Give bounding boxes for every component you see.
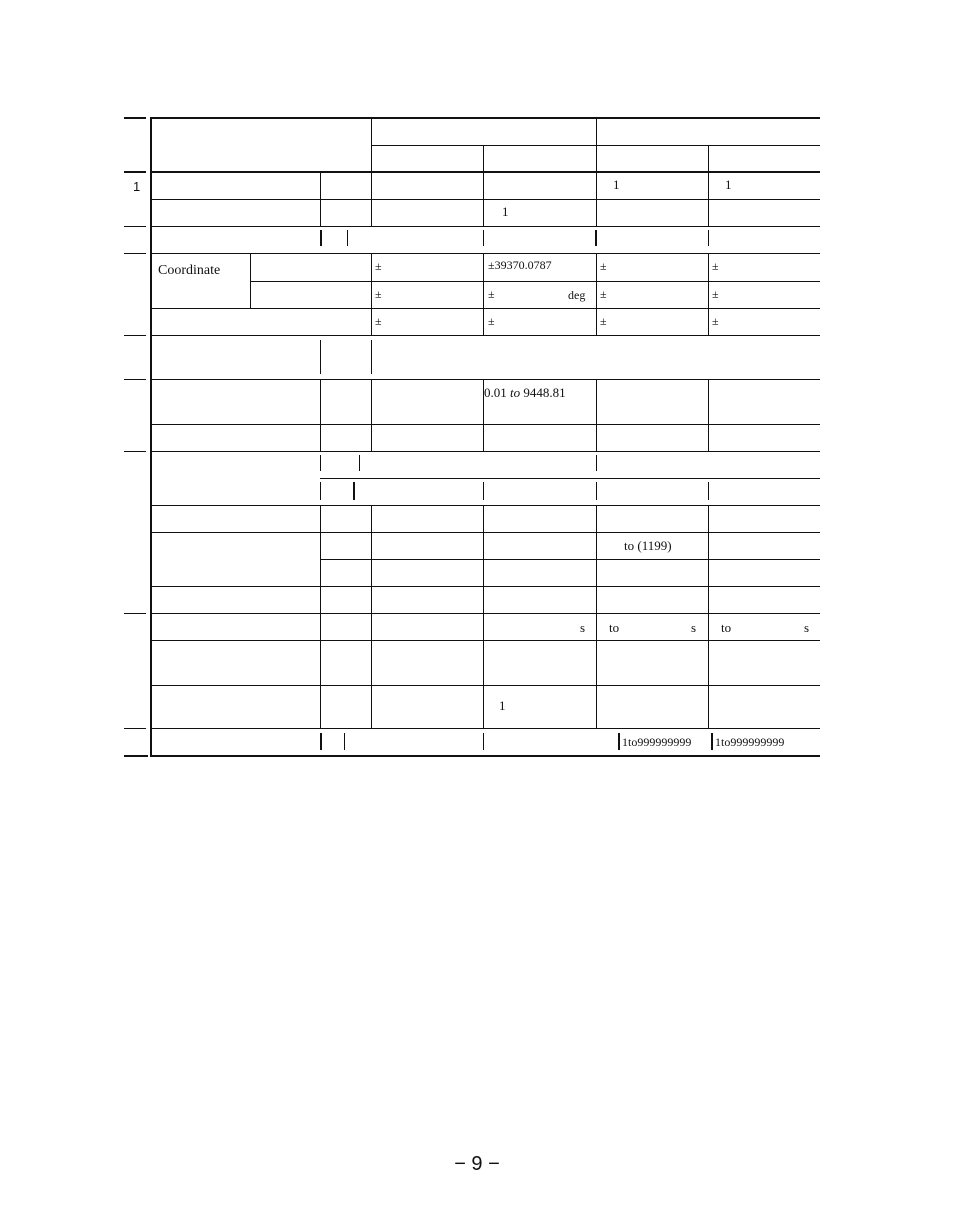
row-line	[151, 308, 820, 309]
row-line	[151, 532, 820, 533]
cell-value: to	[609, 620, 620, 635]
unit-label: s	[804, 620, 810, 635]
cell-value: ±39370.0787	[488, 258, 552, 272]
table-bottom-border	[151, 755, 820, 757]
cell-tick	[711, 733, 713, 750]
cell-tick	[618, 733, 620, 750]
plus-minus-sign: ±	[375, 314, 382, 328]
col-divider	[371, 172, 372, 226]
col-divider	[483, 506, 484, 728]
cell-tick	[344, 733, 345, 750]
page-number: − 9 −	[454, 1153, 500, 1175]
cell-tick	[353, 482, 355, 500]
row-line	[151, 226, 820, 227]
row-line	[151, 451, 820, 452]
col-divider	[371, 506, 372, 728]
margin-rule	[124, 335, 146, 336]
col-divider	[708, 506, 709, 728]
cell-value: 1	[725, 177, 732, 192]
col-divider	[596, 380, 597, 451]
cell-tick	[596, 482, 597, 500]
row-line	[151, 379, 820, 380]
col-divider	[596, 172, 597, 226]
cell-tick	[371, 340, 372, 374]
row-line	[151, 613, 820, 614]
margin-rule	[124, 755, 148, 757]
plus-minus-sign: ±	[600, 314, 607, 328]
col-divider	[483, 145, 484, 172]
plus-minus-sign: ±	[712, 314, 719, 328]
col-divider	[708, 172, 709, 226]
row-line	[151, 640, 820, 641]
cell-tick	[359, 455, 360, 471]
plus-minus-sign: ±	[712, 259, 719, 273]
row-line	[151, 424, 820, 425]
cell-tick	[483, 230, 484, 246]
plus-minus-sign: ±	[488, 314, 495, 328]
plus-minus-sign: ±	[600, 259, 607, 273]
col-divider	[483, 172, 484, 226]
unit-label: deg	[568, 288, 586, 302]
margin-rule	[124, 379, 146, 380]
margin-rule	[124, 117, 146, 119]
cell-tick	[708, 230, 709, 246]
cell-tick	[320, 482, 321, 500]
col-divider	[371, 254, 372, 335]
row-line	[151, 685, 820, 686]
margin-rule	[124, 226, 146, 227]
unit-label: s	[580, 620, 586, 635]
row-line	[151, 199, 820, 200]
row-line	[151, 505, 820, 506]
cell-value: 1	[613, 177, 620, 192]
plus-minus-sign: ±	[488, 287, 495, 301]
cell-value: 1	[499, 698, 506, 713]
col-divider	[708, 380, 709, 451]
cell-tick	[320, 230, 322, 246]
margin-rule	[124, 171, 146, 173]
col-divider	[320, 380, 321, 451]
row-line	[151, 335, 820, 336]
cell-tick	[320, 340, 321, 374]
row-line	[251, 281, 820, 282]
col-divider	[596, 117, 597, 172]
margin-rule	[124, 253, 146, 254]
row-line	[151, 586, 820, 587]
cell-tick	[320, 455, 321, 471]
plus-minus-sign: ±	[712, 287, 719, 301]
cell-tick	[596, 455, 597, 471]
row-line	[320, 559, 820, 560]
cell-tick	[708, 482, 709, 500]
plus-minus-sign: ±	[375, 259, 382, 273]
unit-label: s	[691, 620, 697, 635]
cell-value: 0.01 to 9448.81	[484, 385, 566, 400]
coordinate-label: Coordinate	[158, 263, 221, 278]
cell-value: to (1199)	[624, 538, 672, 553]
cell-tick	[483, 733, 484, 750]
margin-rule	[124, 613, 146, 614]
col-divider	[250, 254, 251, 308]
col-divider	[708, 254, 709, 335]
row-line	[151, 253, 820, 254]
col-divider	[708, 145, 709, 172]
margin-number: 1	[133, 179, 141, 194]
cell-value: 1to999999999	[715, 735, 785, 749]
row-line	[151, 728, 820, 729]
plus-minus-sign: ±	[600, 287, 607, 301]
cell-tick	[483, 482, 484, 500]
cell-value: to	[721, 620, 732, 635]
cell-tick	[595, 230, 597, 246]
plus-minus-sign: ±	[375, 287, 382, 301]
row-line	[320, 478, 820, 479]
col-divider	[371, 380, 372, 451]
col-divider	[371, 117, 372, 172]
table-left-border	[150, 117, 152, 757]
col-divider	[596, 254, 597, 335]
col-divider	[320, 172, 321, 226]
margin-rule	[124, 728, 146, 729]
col-divider	[320, 506, 321, 728]
cell-value: 1	[502, 204, 509, 219]
margin-rule	[124, 451, 146, 452]
cell-value: 1to999999999	[622, 735, 692, 749]
col-divider	[483, 254, 484, 335]
col-divider	[596, 506, 597, 728]
cell-tick	[320, 733, 322, 750]
table-top-border	[151, 117, 820, 119]
cell-tick	[347, 230, 348, 246]
header-bottom-border	[151, 171, 820, 173]
